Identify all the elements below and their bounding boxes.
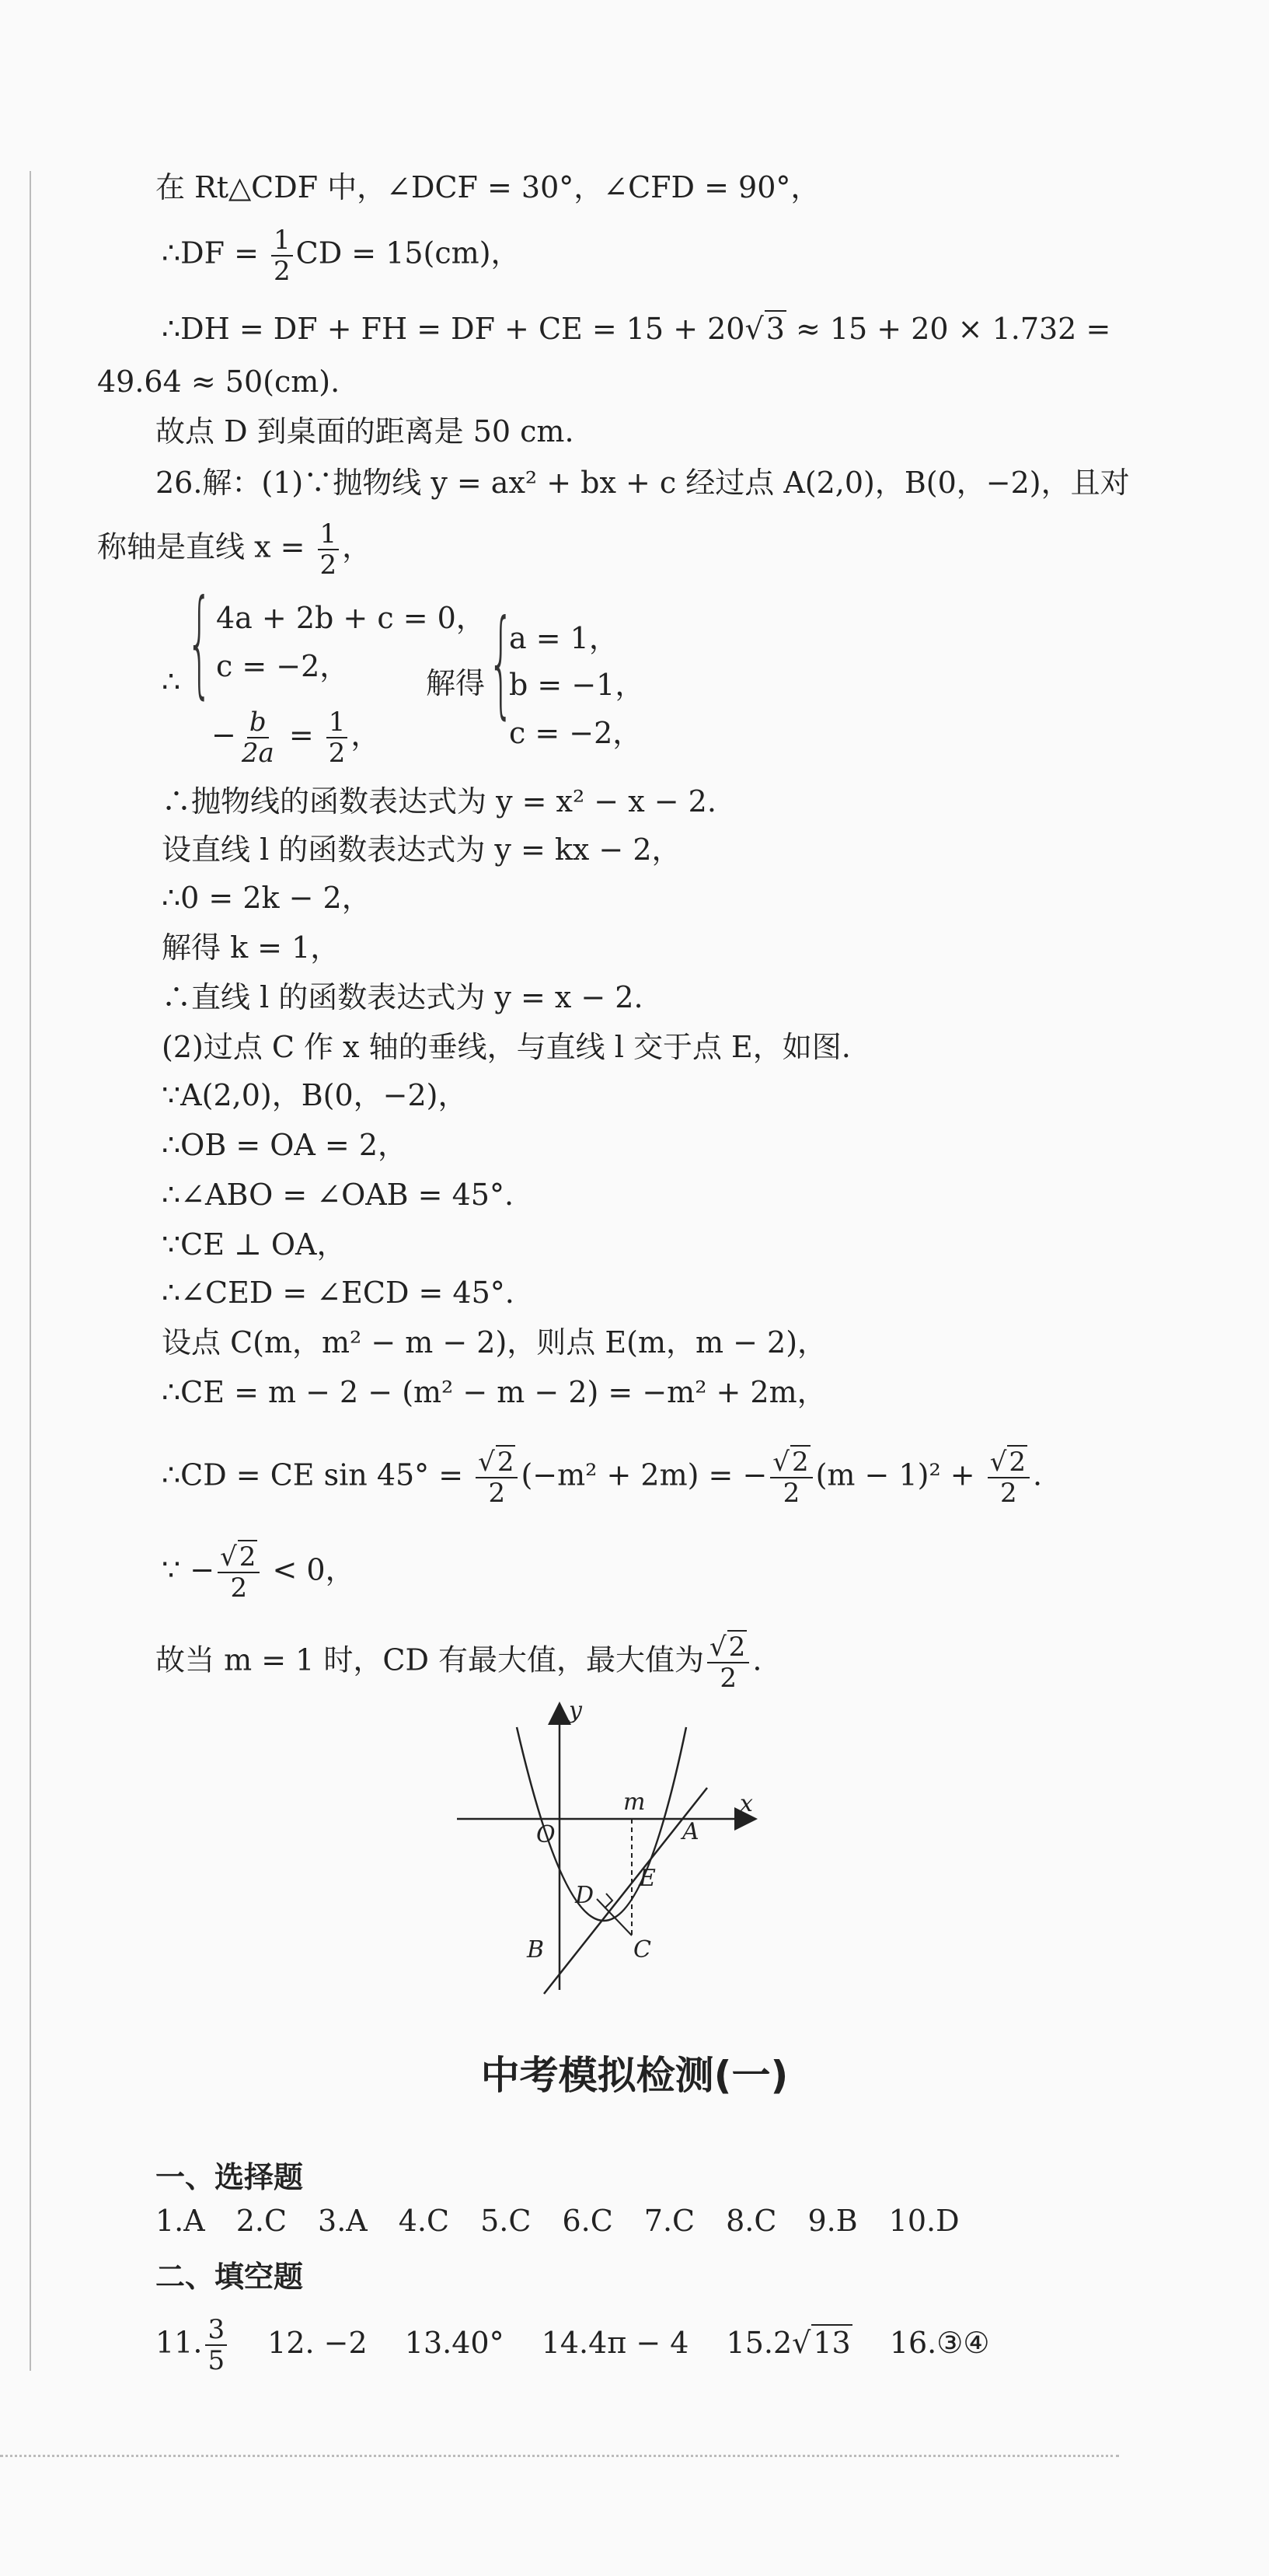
text-line: 49.64 ≈ 50(cm).	[97, 365, 340, 399]
left-brace: {	[187, 575, 213, 710]
answer-item: 10.D	[888, 2204, 960, 2238]
label-m: m	[623, 1789, 646, 1816]
text-line: 26.解：(1)∵抛物线 y = ax² + bx + c 经过点 A(2,0)，B(0，−2)，且对	[155, 466, 1130, 500]
label-B: B	[527, 1936, 545, 1963]
fraction: $\frac{√2}{2}$	[770, 1447, 812, 1508]
fraction: $\frac{1}{2}$	[271, 225, 293, 286]
text-line: 解得 k = 1，	[162, 930, 340, 965]
fraction: $\frac{√2}{2}$	[988, 1447, 1030, 1508]
answer-item: 9.B	[807, 2204, 858, 2238]
system-solution: a = 1，	[509, 621, 619, 655]
answer-item: 3.A	[318, 2204, 368, 2238]
system-equation: − $\frac{b}{2a}$ = $\frac{1}{2}$ ，	[211, 707, 381, 769]
text-line: 设直线 l 的函数表达式为 y = kx − 2，	[162, 832, 682, 867]
text-line: ∴抛物线的函数表达式为 y = x² − x − 2.	[162, 784, 716, 819]
left-margin-rule	[30, 171, 31, 2371]
bottom-dotted-rule	[0, 2455, 1119, 2457]
fraction: $\frac{√2}{2}$	[476, 1447, 518, 1508]
left-brace: {	[488, 595, 514, 731]
therefore-symbol: ∴	[162, 665, 181, 699]
label-x: x	[740, 1790, 753, 1817]
formula-line: ∵ − $\frac{√2}{2}$ < 0，	[162, 1541, 355, 1604]
text-line: 设点 C(m，m² − m − 2)，则点 E(m，m − 2)，	[162, 1325, 828, 1360]
label-O: O	[536, 1821, 556, 1848]
text-line: 故点 D 到桌面的距离是 50 cm.	[155, 414, 574, 449]
fraction: $\frac{1}{2}$	[318, 519, 340, 580]
label-C: C	[633, 1936, 651, 1963]
label-D: D	[575, 1882, 594, 1909]
formula-line: ∴CD = CE sin 45° = $\frac{√2}{2}$ (−m² + 2m) = − $\frac{√2}{2}$ (m − 1)² + $\frac{√2}{2}$ .	[162, 1447, 1043, 1509]
section-heading: 中考模拟检测(一)	[480, 2053, 789, 2098]
label-E: E	[639, 1865, 656, 1892]
fill-answers-row: 11. $\frac{3}{5}$ 12. −2 13.40° 14.4π − 4 15.2√13 16.③④	[155, 2314, 990, 2376]
label-A: A	[682, 1818, 699, 1845]
fraction: $\frac{√2}{2}$	[707, 1632, 749, 1693]
formula-line: 故当 m = 1 时，CD 有最大值，最大值为 $\frac{√2}{2}$ .	[155, 1632, 762, 1694]
answer-item: 6.C	[562, 2204, 613, 2238]
formula-line: 称轴是直线 x = $\frac{1}{2}$ ，	[97, 518, 372, 581]
section-title: 一、选择题	[155, 2160, 304, 2194]
text-line: ∵A(2,0)，B(0，−2)，	[162, 1078, 468, 1112]
text-line: ∵CE ⊥ OA，	[162, 1227, 347, 1262]
fraction: $\frac{b}{2a}$	[241, 707, 274, 769]
system-equation: c = −2，	[216, 649, 350, 683]
right-angle-mark	[605, 1894, 612, 1908]
fraction: $\frac{3}{5}$	[205, 2315, 227, 2375]
answer-item: 7.C	[643, 2204, 696, 2238]
text-line: ∴CE = m − 2 − (m² − m − 2) = −m² + 2m，	[162, 1375, 827, 1409]
text-line: ∴∠ABO = ∠OAB = 45°.	[162, 1178, 514, 1212]
text-line: (2)过点 C 作 x 轴的垂线，与直线 l 交于点 E，如图.	[162, 1030, 851, 1064]
text-line: 在 Rt△CDF 中，∠DCF = 30°，∠CFD = 90°，	[155, 170, 821, 204]
system-equation: 4a + 2b + c = 0，	[216, 601, 486, 635]
section-title: 二、填空题	[155, 2260, 304, 2294]
system-solution: b = −1，	[509, 668, 645, 702]
answer-item: 1.A	[155, 2204, 205, 2238]
answer-item: 2.C	[235, 2204, 288, 2238]
choice-answers-row	[155, 2203, 960, 2239]
text-line: ∴直线 l 的函数表达式为 y = x − 2.	[162, 980, 643, 1014]
system-solution: c = −2，	[509, 716, 643, 750]
label-y: y	[569, 1697, 582, 1724]
formula-line: ∴DH = DF + FH = DF + CE = 15 + 20√3 ≈ 15 + 20 × 1.732 =	[162, 312, 1111, 346]
answer-item: 4.C	[398, 2204, 450, 2238]
fraction: $\frac{1}{2}$	[326, 707, 348, 768]
text-line: ∴∠CED = ∠ECD = 45°.	[162, 1276, 514, 1310]
solve-label: 解得	[426, 666, 486, 700]
answer-item: 5.C	[480, 2204, 532, 2238]
parabola-figure	[435, 1695, 777, 2005]
formula-line: ∴DF = $\frac{1}{2}$ CD = 15(cm)，	[162, 225, 521, 287]
fraction: $\frac{√2}{2}$	[218, 1542, 260, 1603]
answer-item: 8.C	[726, 2204, 777, 2238]
text-line: ∴OB = OA = 2，	[162, 1128, 408, 1162]
text-line: ∴0 = 2k − 2，	[162, 881, 371, 915]
